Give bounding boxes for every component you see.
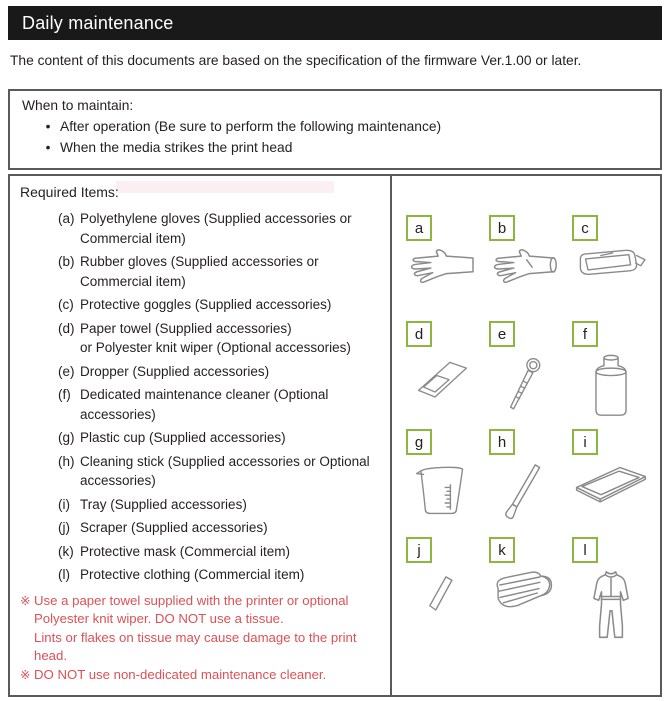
scraper-icon (398, 569, 481, 617)
item-text: Dropper (Supplied accessories) (80, 363, 270, 379)
required-items-panel (10, 176, 390, 695)
item-label: (e) (58, 363, 75, 379)
list-item (58, 252, 386, 291)
bullet-text: After operation (Be sure to perform the following maintenance) (60, 119, 442, 134)
protective-clothing-icon (564, 569, 658, 643)
item-label: (a) (58, 211, 75, 226)
list-item (58, 428, 386, 448)
cleaning-stick-icon (481, 461, 564, 523)
figure-row (392, 537, 660, 643)
bullet-icon: • (45, 119, 51, 134)
firmware-note: The content of this documents are based on the specification of the firmware Ver.1.00 or later. (10, 53, 582, 68)
item-label: (g) (58, 430, 75, 445)
required-items-title: Required Items: (20, 184, 119, 200)
item-label: (b) (58, 254, 75, 269)
warning-note (20, 592, 390, 666)
page-title: Daily maintenance (22, 13, 174, 33)
item-figures-panel (390, 176, 660, 695)
figure-cell-k (481, 537, 564, 643)
list-item (22, 137, 648, 158)
figure-row (392, 215, 660, 321)
figure-cell-f (564, 321, 658, 427)
warning-text: Lints or flakes on tissue may cause damage to the print head. (34, 629, 357, 663)
item-letter: h (497, 433, 507, 451)
item-letter: f (582, 325, 588, 343)
figure-cell-g (398, 429, 481, 535)
item-text: Protective clothing (Commercial item) (80, 567, 305, 582)
item-letter-badge (489, 321, 515, 347)
protective-mask-icon (481, 569, 564, 617)
item-letter-badge (489, 429, 515, 455)
figure-cell-i (564, 429, 658, 535)
item-label: (d) (58, 320, 75, 336)
item-letter: a (414, 219, 424, 237)
figure-cell-h (481, 429, 564, 535)
paper-towel-icon (398, 353, 481, 403)
list-item (58, 452, 386, 491)
figure-cell-a (398, 215, 481, 321)
item-text: Plastic cup (Supplied accessories) (80, 430, 286, 445)
item-text: Tray (Supplied accessories) (80, 496, 247, 512)
figure-row (392, 429, 660, 535)
item-letter-badge (406, 215, 432, 241)
maintenance-cleaner-bottle-icon (564, 353, 658, 419)
item-text: Cleaning stick (Supplied accessories or Optional (80, 453, 370, 469)
figure-row (392, 321, 660, 427)
item-letter-badge (406, 321, 432, 347)
plastic-cup-icon (398, 461, 481, 519)
figure-cell-d (398, 321, 481, 427)
polyethylene-gloves-icon (398, 247, 481, 291)
item-letter-badge (406, 537, 432, 563)
required-items-list (58, 209, 386, 585)
bullet-text: When the media strikes the print head (60, 140, 293, 155)
item-letter-badge (489, 537, 515, 563)
list-item (58, 542, 386, 562)
item-text: Commercial item) (80, 273, 186, 289)
list-item (58, 319, 386, 358)
item-letter: l (583, 541, 587, 559)
item-letter: c (581, 219, 589, 237)
item-letter-badge (572, 215, 598, 241)
list-item (58, 295, 386, 315)
item-label: (j) (58, 520, 70, 535)
item-text: Scraper (Supplied accessories) (80, 520, 268, 535)
item-letter-badge (406, 429, 432, 455)
tray-icon (564, 461, 658, 503)
required-items-box (8, 174, 662, 697)
when-to-maintain-list (22, 116, 648, 158)
list-item (58, 495, 386, 515)
warning-notes (20, 592, 390, 685)
warning-text: Polyester knit wiper. DO NOT use a tissue. (34, 611, 284, 626)
item-letter: i (583, 433, 587, 451)
item-text: or Polyester knit wiper (Optional accessories) (80, 340, 351, 355)
figure-cell-l (564, 537, 658, 643)
warning-text: DO NOT use non-dedicated maintenance cleaner. (34, 666, 327, 682)
item-text: Paper towel (Supplied accessories) (80, 320, 292, 336)
item-letter: d (414, 325, 424, 343)
item-text: Polyethylene gloves (Supplied accessories or (80, 211, 352, 226)
figure-cell-b (481, 215, 564, 321)
warning-note (20, 666, 390, 685)
figure-cell-j (398, 537, 481, 643)
item-letter: e (497, 325, 507, 343)
item-letter: k (498, 541, 506, 559)
protective-goggles-icon (564, 247, 658, 281)
page-title-bar (8, 6, 662, 40)
item-text: accessories) (80, 473, 156, 488)
item-letter-badge (572, 429, 598, 455)
item-text: Protective goggles (Supplied accessories) (80, 297, 332, 312)
item-label: (c) (58, 297, 74, 312)
when-to-maintain-box (8, 89, 662, 170)
item-letter: j (417, 541, 421, 559)
item-letter-badge (572, 321, 598, 347)
bullet-icon: • (45, 140, 51, 155)
item-text: Protective mask (Commercial item) (80, 543, 291, 559)
item-label: (l) (58, 567, 70, 582)
warning-text: Use a paper towel supplied with the printer or optional (34, 592, 349, 608)
item-text: Dedicated maintenance cleaner (Optional (80, 387, 329, 402)
item-text: Commercial item) (80, 230, 186, 246)
item-label: (i) (58, 496, 70, 512)
item-label: (h) (58, 453, 75, 469)
list-item (22, 116, 648, 137)
item-label: (k) (58, 543, 74, 559)
list-item (58, 518, 386, 538)
list-item (58, 362, 386, 382)
dropper-icon (481, 353, 564, 415)
item-letter: g (414, 433, 424, 451)
item-text: accessories) (80, 406, 156, 422)
reference-mark-icon: ※ (20, 667, 31, 682)
list-item (58, 209, 386, 248)
figure-cell-e (481, 321, 564, 427)
list-item (58, 565, 386, 585)
item-label: (f) (58, 387, 71, 402)
list-item (58, 385, 386, 424)
figure-cell-c (564, 215, 658, 321)
when-to-maintain-title: When to maintain: (22, 98, 134, 113)
rubber-gloves-icon (481, 247, 564, 291)
item-letter: b (497, 219, 507, 237)
item-letter-badge (572, 537, 598, 563)
item-text: Rubber gloves (Supplied accessories or (80, 254, 319, 269)
item-letter-badge (489, 215, 515, 241)
reference-mark-icon: ※ (20, 593, 31, 608)
